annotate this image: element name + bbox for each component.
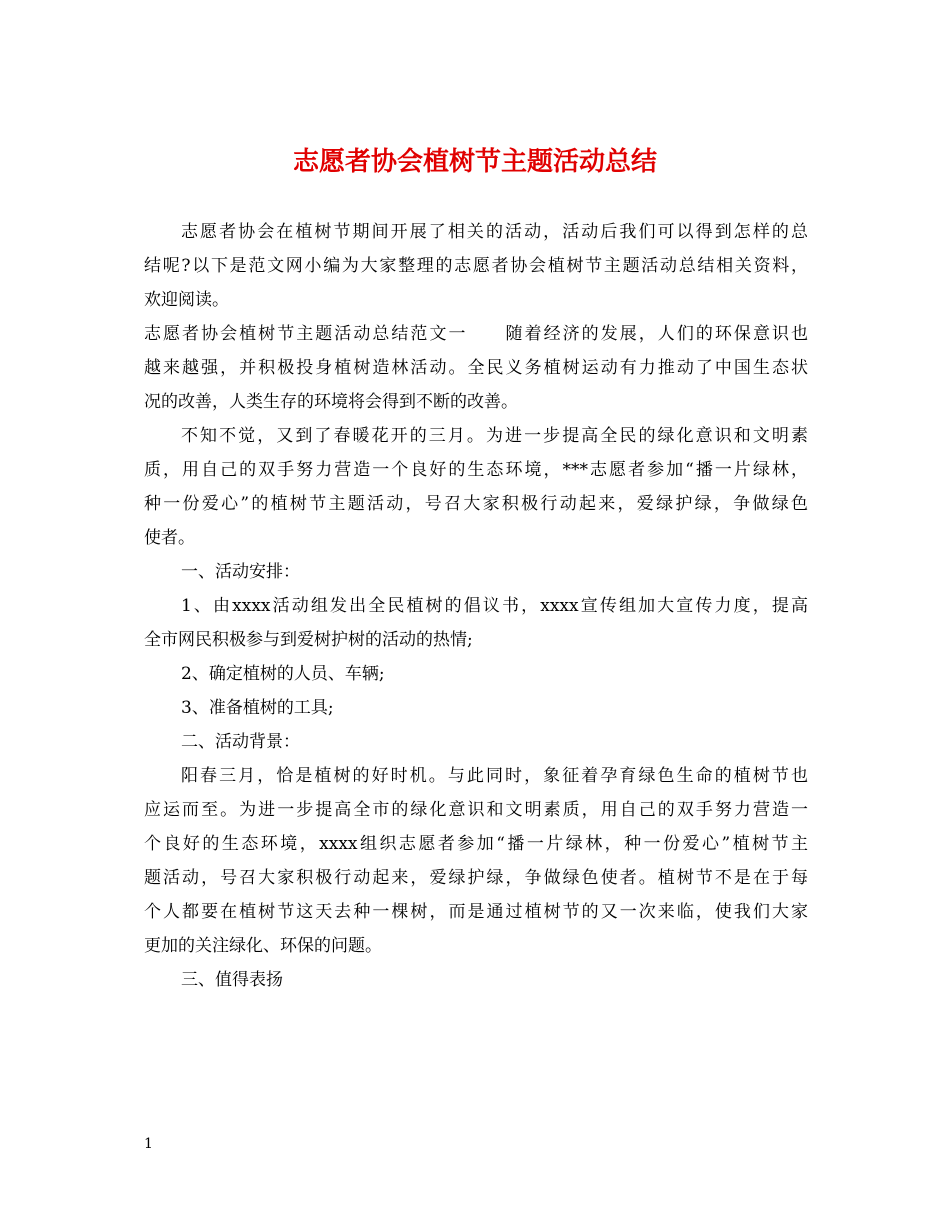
section-heading-line	[144, 317, 808, 351]
paragraph-line: 个良好的生态环境，xxxx组织志愿者参加“播一片绿林，种一份爱心”植树节主	[144, 834, 808, 854]
paragraph-line: 越来越强，并积极投身植树造林活动。全民义务植树运动有力推动了中国生态状	[144, 358, 808, 378]
list-item-line: 1、由xxxx活动组发出全民植树的倡议书，xxxx宣传组加大宣传力度，提高	[181, 596, 808, 616]
list-item-line: 全市网民积极参与到爱树护树的活动的热情;	[144, 630, 473, 650]
paragraph-line: 况的改善，人类生存的环境将会得到不断的改善。	[144, 392, 518, 412]
subheading-line: 三、值得表扬	[181, 970, 283, 990]
paragraph-line: 欢迎阅读。	[144, 290, 229, 310]
paragraph-line: 应运而至。为进一步提高全市的绿化意识和文明素质，用自己的双手努力营造一	[144, 800, 808, 820]
page-number: 1	[144, 1136, 153, 1152]
paragraph-line: 个人都要在植树节这天去种一棵树，而是通过植树节的又一次来临，使我们大家	[144, 902, 808, 922]
document-body	[144, 215, 808, 997]
paragraph-line: 题活动，号召大家积极行动起来，爱绿护绿，争做绿色使者。植树节不是在于每	[144, 868, 808, 888]
paragraph-line: 使者。	[144, 528, 195, 548]
paragraph-line: 阳春三月，恰是植树的好时机。与此同时，象征着孕育绿色生命的植树节也	[181, 766, 808, 786]
paragraph-line: 种一份爱心”的植树节主题活动，号召大家积极行动起来，爱绿护绿，争做绿色	[144, 494, 808, 514]
paragraph-line: 不知不觉，又到了春暖花开的三月。为进一步提高全民的绿化意识和文明素	[181, 426, 808, 446]
paragraph-line: 志愿者协会在植树节期间开展了相关的活动，活动后我们可以得到怎样的总	[181, 222, 808, 242]
list-item-line: 2、确定植树的人员、车辆;	[181, 664, 385, 684]
paragraph-line: 结呢?以下是范文网小编为大家整理的志愿者协会植树节主题活动总结相关资料，	[144, 256, 808, 276]
section-heading: 志愿者协会植树节主题活动总结范文一	[144, 324, 468, 344]
subheading-line: 一、活动安排：	[181, 562, 300, 582]
paragraph-line: 更加的关注绿化、环保的问题。	[144, 936, 382, 956]
paragraph-text: 随着经济的发展，人们的环保意识也	[503, 324, 808, 344]
subheading-line: 二、活动背景：	[181, 732, 300, 752]
document-title: 志愿者协会植树节主题活动总结	[292, 147, 657, 177]
paragraph-line: 质，用自己的双手努力营造一个良好的生态环境，***志愿者参加“播一片绿林，	[144, 460, 808, 480]
list-item-line: 3、准备植树的工具;	[181, 698, 334, 718]
